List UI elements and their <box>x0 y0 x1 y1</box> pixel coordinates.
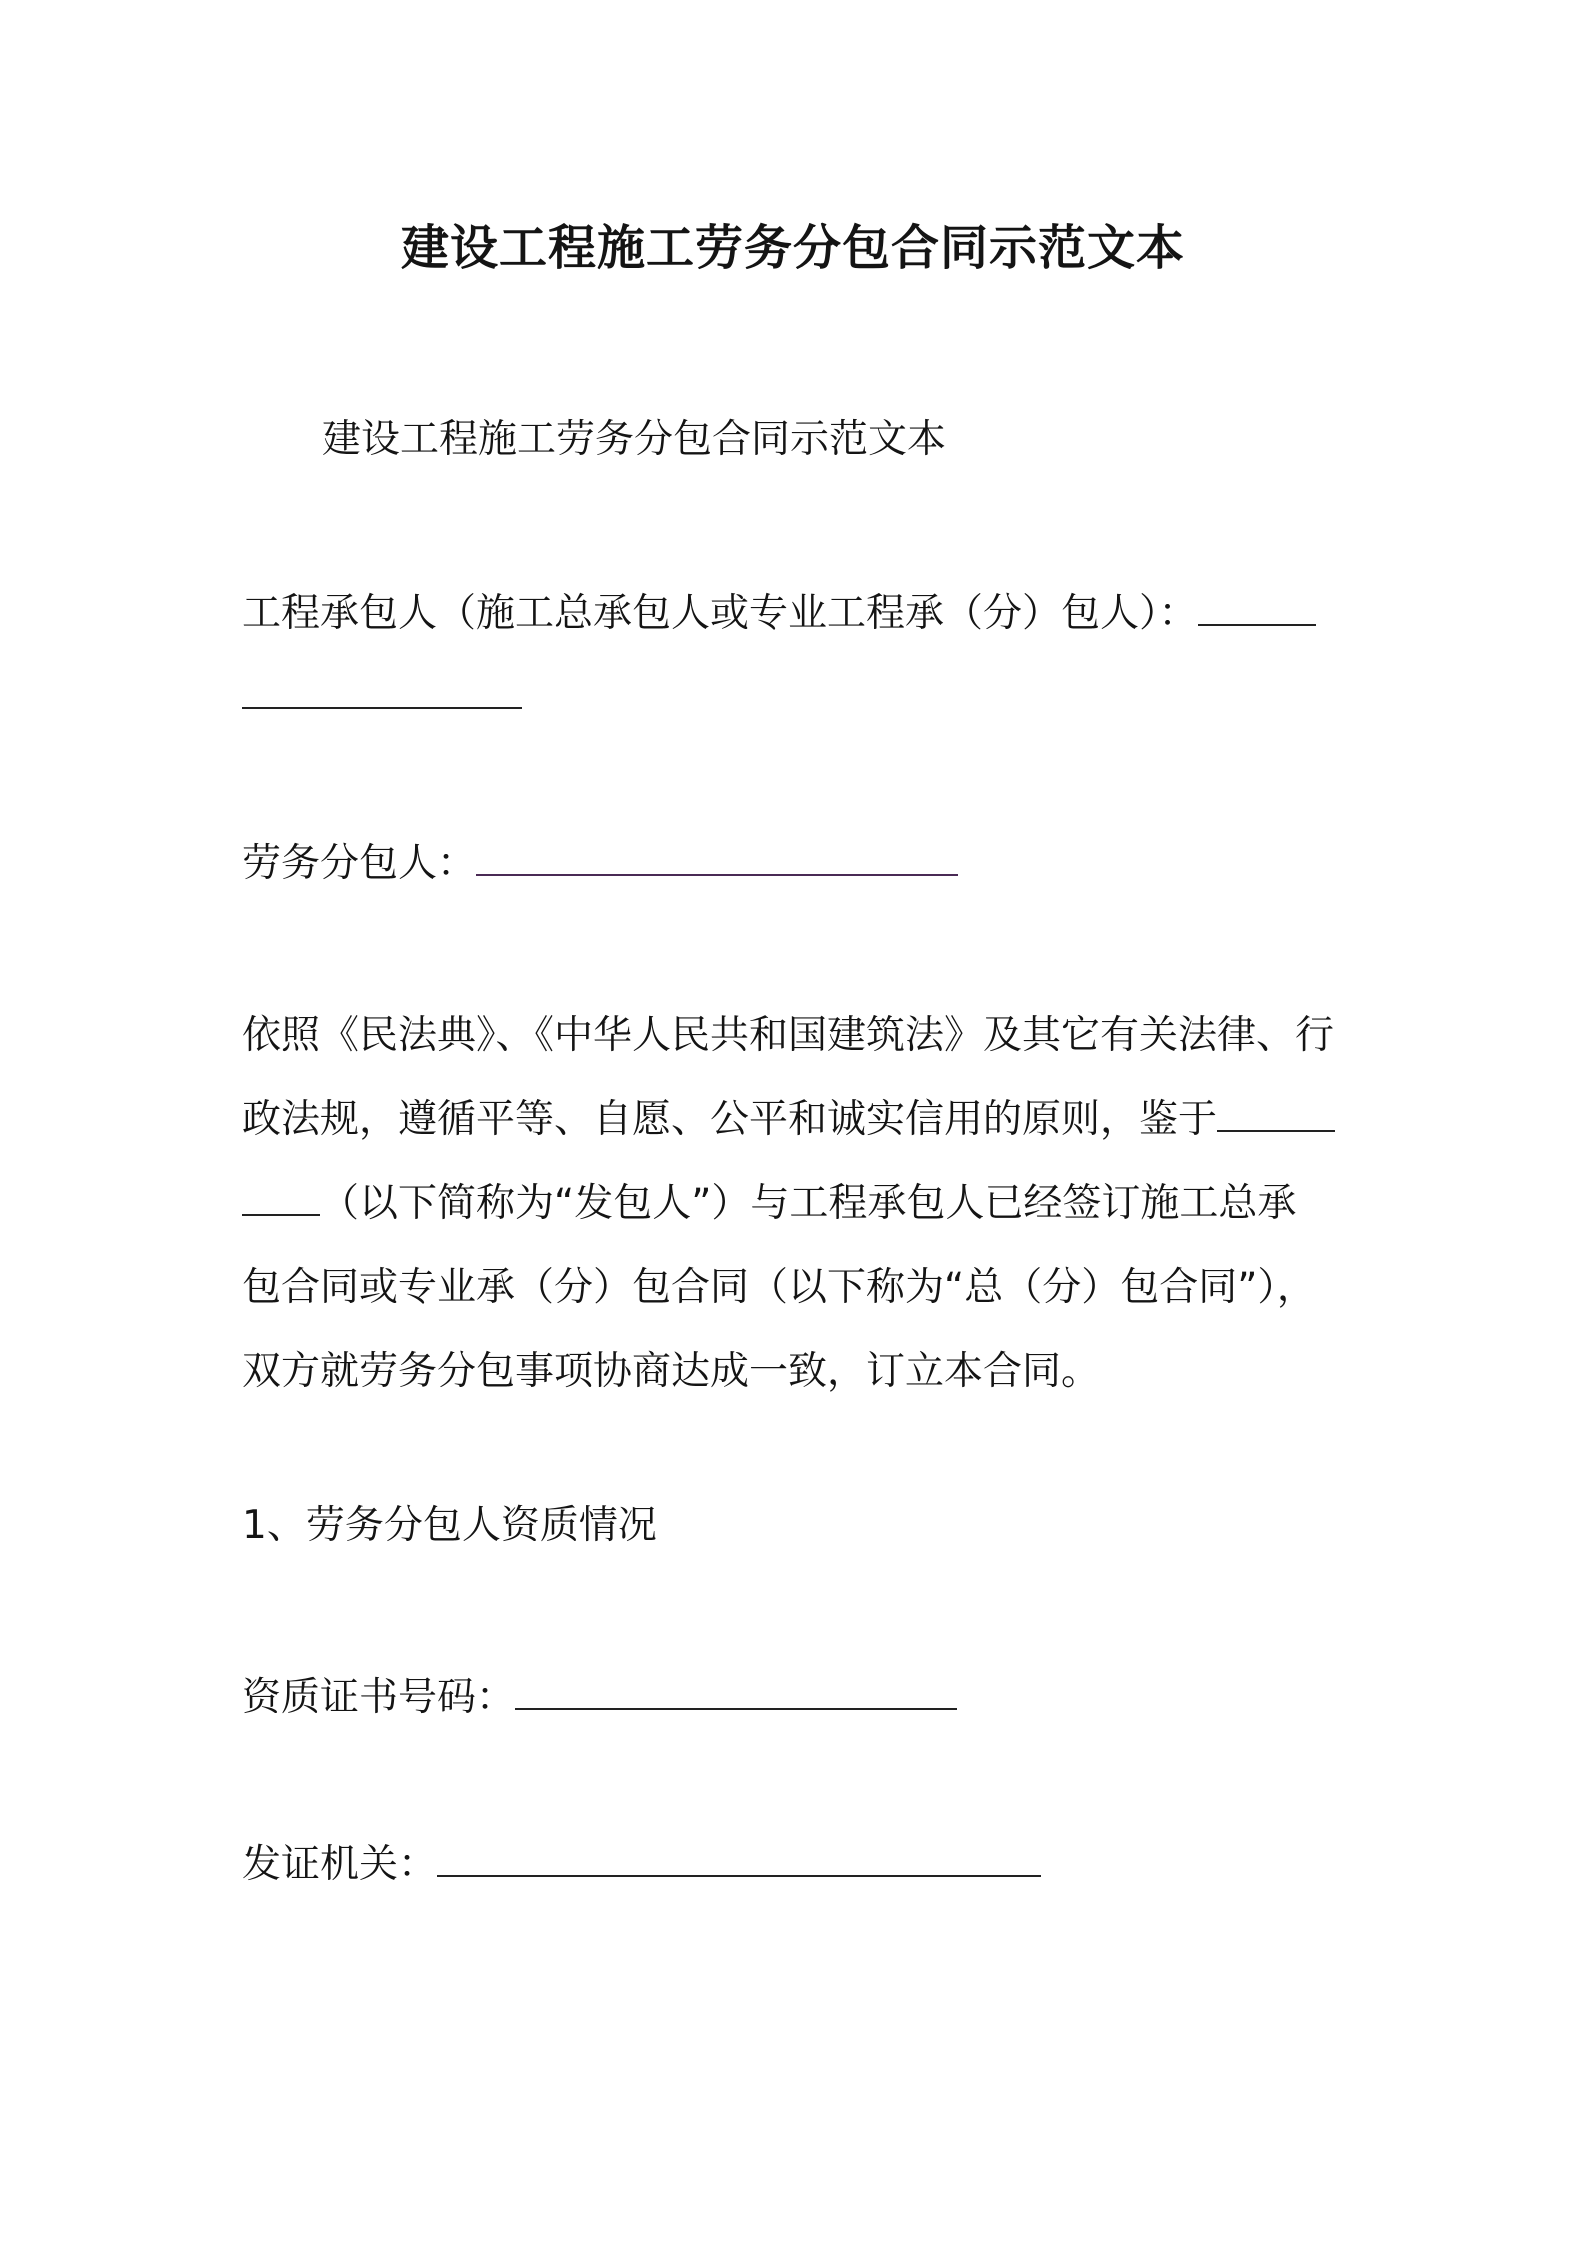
cert-number-line <box>242 1664 957 1726</box>
contractor-label: 工程承包人（施工总承包人或专业工程承（分）包人）： <box>242 591 1198 636</box>
section-1-heading: 1、劳务分包人资质情况 <box>242 1503 657 1548</box>
contractor-line <box>242 580 1316 642</box>
subcontractor-blank-field[interactable] <box>476 830 958 876</box>
preamble-row-2-text: 政法规，遵循平等、自愿、公平和诚实信用的原则，鉴于 <box>242 1097 1218 1142</box>
preamble-row-2 <box>242 1078 1357 1162</box>
contractor-line-continued <box>242 663 522 725</box>
preamble-row-3 <box>242 1162 1357 1246</box>
subcontractor-label: 劳务分包人： <box>242 841 477 886</box>
preamble-row-5: 双方就劳务分包事项协商达成一致，订立本合同。 <box>242 1349 1101 1394</box>
issuing-authority-label: 发证机关： <box>242 1842 438 1887</box>
document-title: 建设工程施工劳务分包合同示范文本 <box>400 220 1185 276</box>
issuing-authority-line <box>242 1831 1041 1893</box>
employer-blank-field-continued[interactable] <box>242 1170 320 1216</box>
cert-number-blank-field[interactable] <box>515 1664 957 1710</box>
preamble-paragraph <box>242 994 1357 1414</box>
contractor-blank-field[interactable] <box>1198 580 1316 626</box>
preamble-row-1: 依照《民法典》、《中华人民共和国建筑法》及其它有关法律、行 <box>242 1013 1335 1058</box>
document-subtitle: 建设工程施工劳务分包合同示范文本 <box>322 417 947 462</box>
preamble-row-4: 包合同或专业承（分）包合同（以下称为“总（分）包合同”）， <box>242 1265 1316 1310</box>
issuing-authority-blank-field[interactable] <box>437 1831 1041 1877</box>
contractor-blank-field-continued[interactable] <box>242 663 522 709</box>
employer-blank-field[interactable] <box>1217 1086 1335 1132</box>
preamble-row-3-text: （以下简称为“发包人”）与工程承包人已经签订施工总承 <box>320 1181 1297 1226</box>
cert-number-label: 资质证书号码： <box>242 1675 516 1720</box>
subcontractor-line <box>242 830 958 892</box>
